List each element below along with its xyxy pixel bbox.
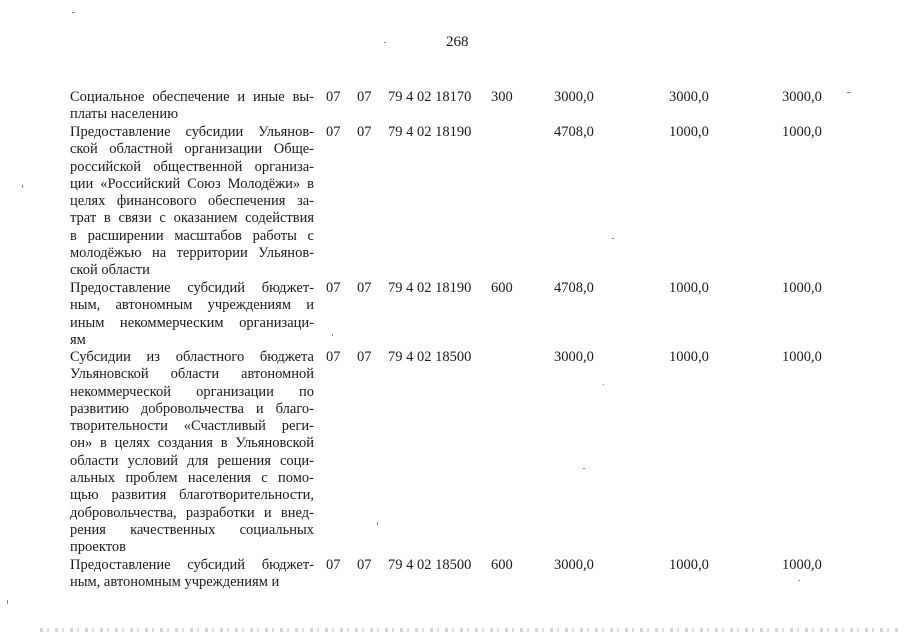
row-description: [70, 280, 314, 349]
description-line: щью развития благотворительности,: [70, 487, 314, 504]
amount-year-1: 3000,0: [554, 557, 594, 573]
scan-speck: [798, 580, 800, 581]
description-line: платы населению: [70, 106, 179, 123]
description-line: ям: [70, 331, 86, 348]
amount-year-2: 1000,0: [669, 124, 709, 140]
amount-year-3: 1000,0: [782, 124, 822, 140]
description-line: трат в связи с оказанием содействия: [70, 210, 314, 227]
subsection-code: 07: [357, 124, 372, 140]
description-line: молодёжью на территории Ульянов-: [70, 245, 314, 262]
scan-speck: [7, 600, 8, 604]
target-article-code: 79 4 02 18190: [388, 280, 472, 296]
target-article-code: 79 4 02 18500: [388, 557, 472, 573]
description-line: рения качественных социальных: [70, 521, 314, 538]
description-line: Предоставление субсидий бюджет-: [70, 280, 314, 296]
description-line: ным, автономным учреждениям и: [70, 574, 280, 591]
amount-year-2: 1000,0: [669, 349, 709, 365]
description-line: российской общественной организа-: [70, 158, 314, 175]
section-code: 07: [326, 557, 341, 573]
target-article-code: 79 4 02 18500: [388, 349, 472, 365]
amount-year-2: 1000,0: [669, 280, 709, 296]
amount-year-2: 3000,0: [669, 89, 709, 105]
amount-year-3: 3000,0: [782, 89, 822, 105]
description-line: проектов: [70, 539, 126, 556]
description-line: ской области: [70, 262, 150, 279]
description-line: Ульяновской области автономной: [70, 366, 314, 383]
row-description: [70, 557, 314, 592]
description-line: Предоставление субсидии Ульянов-: [70, 124, 314, 140]
expense-type-code: 600: [491, 280, 513, 296]
description-line: Субсидии из областного бюджета: [70, 349, 314, 365]
description-line: иным некоммерческим организаци-: [70, 314, 314, 331]
amount-year-3: 1000,0: [782, 349, 822, 365]
amount-year-1: 3000,0: [554, 349, 594, 365]
description-line: ской областной организации Обще-: [70, 141, 314, 158]
description-line: области условий для решения соци-: [70, 452, 314, 469]
scan-speck: [377, 522, 378, 525]
description-line: добровольчества, разработки и внед-: [70, 504, 314, 521]
section-code: 07: [326, 89, 341, 105]
scan-speck: [583, 468, 585, 469]
target-article-code: 79 4 02 18170: [388, 89, 472, 105]
scan-speck: [847, 92, 851, 93]
amount-year-1: 4708,0: [554, 280, 594, 296]
scan-speck: [22, 185, 23, 188]
scan-speck: [332, 334, 333, 336]
description-line: в расширении масштабов работы с: [70, 227, 314, 244]
section-code: 07: [326, 280, 341, 296]
amount-year-1: 3000,0: [554, 89, 594, 105]
subsection-code: 07: [357, 349, 372, 365]
description-line: ции «Российский Союз Молодёжи» в: [70, 175, 314, 192]
expense-type-code: 600: [491, 557, 513, 573]
amount-year-3: 1000,0: [782, 280, 822, 296]
target-article-code: 79 4 02 18190: [388, 124, 472, 140]
row-description: [70, 89, 314, 124]
description-line: он» в целях создания в Ульяновской: [70, 435, 314, 452]
description-line: творительности «Счастливый реги-: [70, 418, 314, 435]
description-line: ным, автономным учреждениям и: [70, 297, 314, 314]
subsection-code: 07: [357, 557, 372, 573]
amount-year-2: 1000,0: [669, 557, 709, 573]
row-description: [70, 349, 314, 557]
scan-speck: [384, 42, 386, 43]
subsection-code: 07: [357, 280, 372, 296]
description-line: Социальное обеспечение и иные вы-: [70, 89, 314, 105]
description-line: развитию добровольчества и благо-: [70, 400, 314, 417]
page-number: 268: [446, 34, 469, 50]
amount-year-3: 1000,0: [782, 557, 822, 573]
expense-type-code: 300: [491, 89, 513, 105]
description-line: некоммерческой организации по: [70, 383, 314, 400]
section-code: 07: [326, 349, 341, 365]
scan-edge-noise: [40, 628, 900, 632]
row-description: [70, 124, 314, 280]
scan-speck: [612, 238, 614, 239]
description-line: Предоставление субсидий бюджет-: [70, 557, 314, 573]
amount-year-1: 4708,0: [554, 124, 594, 140]
description-line: альных проблем населения с помо-: [70, 470, 314, 487]
description-line: целях финансового обеспечения за-: [70, 193, 314, 210]
section-code: 07: [326, 124, 341, 140]
subsection-code: 07: [357, 89, 372, 105]
scan-speck: [603, 384, 604, 385]
scan-speck: [72, 12, 75, 13]
